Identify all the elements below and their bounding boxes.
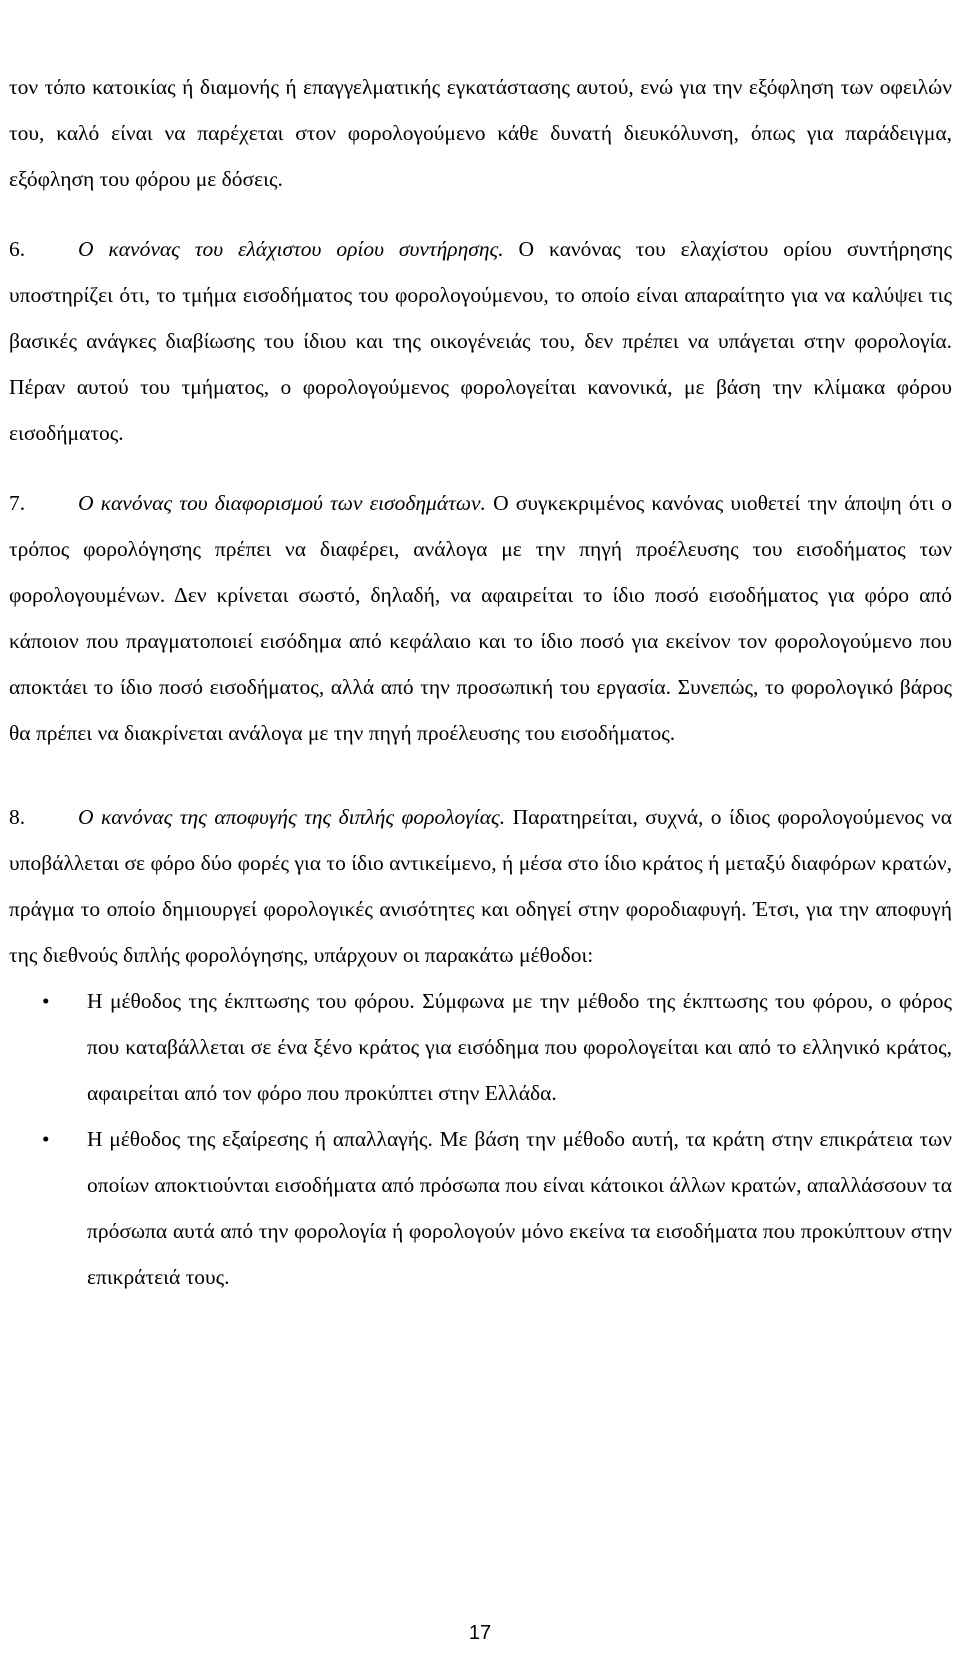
bullet-item-credit-method: [9, 978, 952, 1116]
rule-body: Ο κανόνας του ελαχίστου ορίου συντήρησης υποστηρίζει ότι, το τμήμα εισοδήματος του φορολογούμενου, το οποίο είναι απαραίτητο για να καλύψει τις βασικές ανάγκες διαβίωσης του ίδιου και της οικογένειάς του, δεν πρέπει να υπάγεται στην φορολογία. Πέραν αυτού του τμήματος, ο φορολογούμενος φορολογείται κανονικά, με βάση την κλίμακα φόρου εισοδήματος.: [9, 237, 952, 445]
rule-body: Παρατηρείται, συχνά, ο ίδιος φορολογούμενος να υποβάλλεται σε φόρο δύο φορές για το ίδιο αντικείμενο, ή μέσα στο ίδιο κράτος ή μεταξύ διαφόρων κρατών, πράγμα το οποίο δημιουργεί φορολογικές ανισότητες και οδηγεί στην φοροδιαφυγή. Έτσι, για την αποφυγή της διεθνούς διπλής φορολόγησης, υπάρχουν οι παρακάτω μέθοδοι:: [9, 805, 953, 967]
rule-8-paragraph: [9, 794, 952, 978]
bullet-item-exemption-method: [9, 1116, 952, 1300]
bullet-icon: •: [42, 1127, 50, 1151]
rule-6-paragraph: [9, 226, 952, 456]
continuation-paragraph: τον τόπο κατοικίας ή διαμονής ή επαγγελματικής εγκατάστασης αυτού, ενώ για την εξόφληση των οφειλών του, καλό είναι να παρέχεται στον φορολογούμενο κάθε δυνατή διευκόλυνση, όπως για παράδειγμα, εξόφληση του φόρου με δόσεις.: [9, 75, 952, 191]
document-page: [9, 64, 952, 1300]
rule-number: 7.: [9, 491, 26, 515]
page-number: 17: [468, 1622, 492, 1644]
rule-number: 6.: [9, 237, 26, 261]
rule-title: Ο κανόνας του διαφορισμού των εισοδημάτων.: [78, 491, 486, 515]
rule-body: Ο συγκεκριμένος κανόνας υιοθετεί την άποψη ότι ο τρόπος φορολόγησης πρέπει να διαφέρει, ανάλογα με την πηγή προέλευσης του εισοδήματος των φορολογουμένων. Δεν κρίνεται σωστό, δηλαδή, να αφαιρείται το ίδιο ποσό εισοδήματος για φόρο από κάποιον που πραγματοποιεί εισόδημα από κεφάλαιο και το ίδιο ποσό για εκείνον τον φορολογούμενο που αποκτάει το ίδιο ποσό εισοδήματος, αλλά από την προσωπική του εργασία. Συνεπώς, το φορολογικό βάρος θα πρέπει να διακρίνεται ανάλογα με την πηγή προέλευσης του εισοδήματος.: [9, 491, 952, 745]
bullet-icon: •: [42, 989, 50, 1013]
rule-title: Ο κανόνας του ελάχιστου ορίου συντήρησης.: [78, 237, 504, 261]
bullet-text: Η μέθοδος της εξαίρεσης ή απαλλαγής. Με βάση την μέθοδο αυτή, τα κράτη στην επικράτεια των οποίων αποκτιούνται εισοδήματα από πρόσωπα που είναι κάτοικοι άλλων κρατών, απαλλάσσουν τα πρόσωπα αυτά από την φορολογία ή φορολογούν μόνο εκείνα τα εισοδήματα που προκύπτουν στην επικράτειά τους.: [87, 1127, 952, 1289]
rule-title: Ο κανόνας της αποφυγής της διπλής φορολογίας.: [78, 805, 506, 829]
rule-7-paragraph: [9, 480, 952, 756]
bullet-text: Η μέθοδος της έκπτωσης του φόρου. Σύμφωνα με την μέθοδο της έκπτωσης του φόρου, ο φόρος που καταβάλλεται σε ένα ξένο κράτος για εισόδημα που φορολογείται και από το ελληνικό κράτος, αφαιρείται από τον φόρο που προκύπτει στην Ελλάδα.: [87, 989, 952, 1105]
rule-number: 8.: [9, 805, 26, 829]
